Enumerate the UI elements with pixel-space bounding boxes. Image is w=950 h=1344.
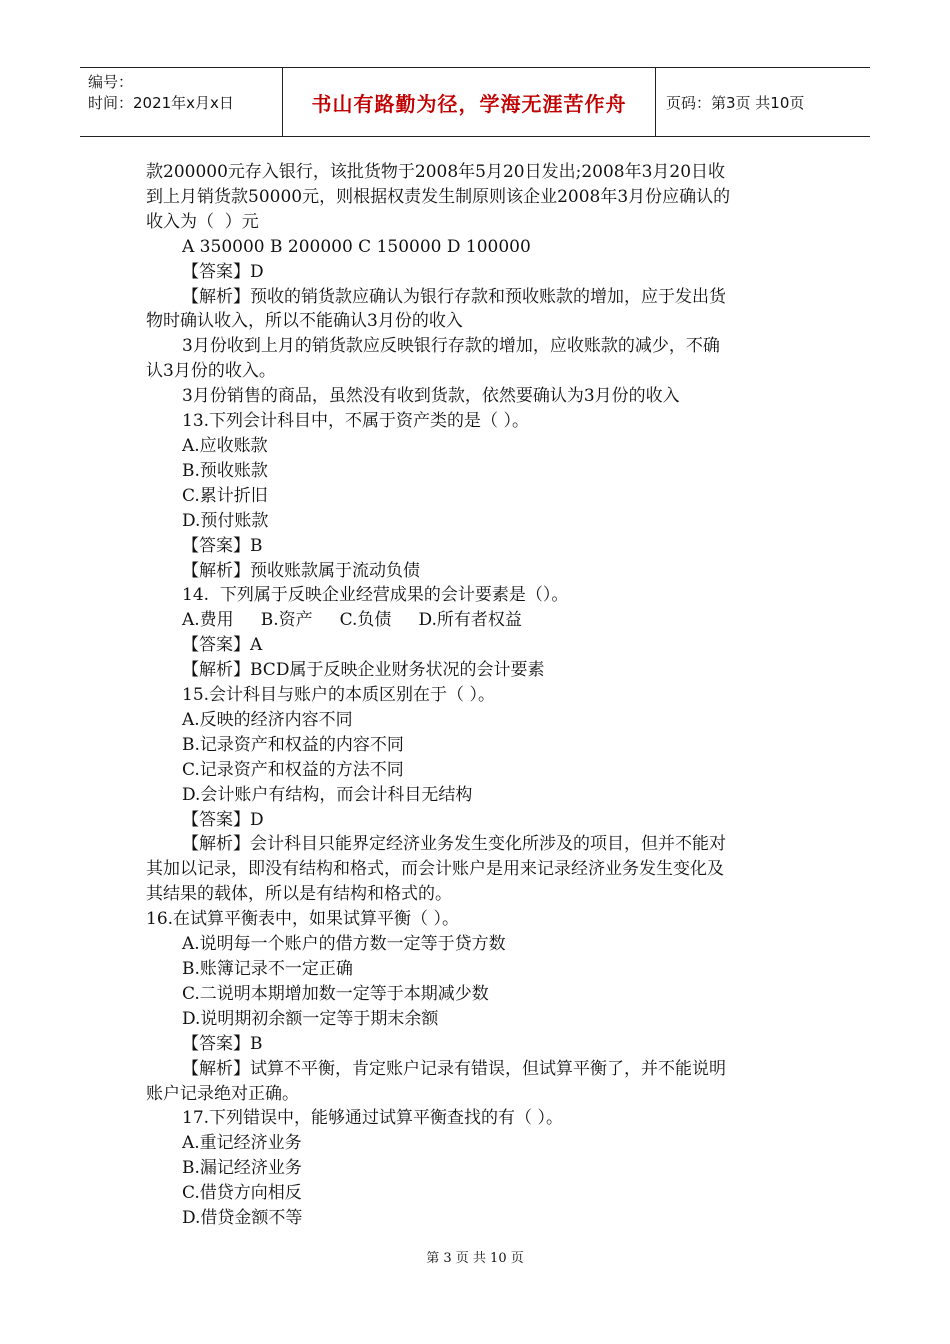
text-line: 【答案】B [182,535,263,556]
text-line: C.二说明本期增加数一定等于本期减少数 [182,983,489,1004]
header-page-cell [656,68,870,136]
text-line: 【答案】B [182,1033,263,1054]
text-line: 3月份销售的商品，虽然没有收到货款，依然要确认为3月份的收入 [182,386,680,407]
text-line: 16.在试算平衡表中，如果试算平衡（ ）。 [146,909,459,930]
text-line: B.账簿记录不一定正确 [182,959,353,979]
page-header [80,67,870,137]
text-line: D.会计账户有结构，而会计科目无结构 [182,784,473,805]
header-motto-cell [283,68,656,136]
text-line: 款200000元存入银行，该批货物于2008年5月20日发出;2008年3月20日收 [146,162,726,182]
text-line: 到上月销货款50000元，则根据权责发生制原则该企业2008年3月份应确认的 [146,186,731,207]
text-line: C.记录资产和权益的方法不同 [182,759,404,780]
text-line: 13.下列会计科目中，不属于资产类的是（ ）。 [182,411,529,432]
date-label: 时间：2021年x月x日 [88,94,234,112]
text-line: A 350000 B 200000 C 150000 D 100000 [182,236,531,257]
page-info: 页码：第3页 共10页 [666,93,805,112]
text-line: D.预付账款 [182,510,269,531]
text-line: A.重记经济业务 [182,1133,302,1154]
text-line: 3月份收到上月的销货款应反映银行存款的增加，应收账款的减少，不确 [182,336,720,357]
text-line: C.借贷方向相反 [182,1183,302,1204]
document-body [146,160,808,1231]
text-line: 【解析】预收账款属于流动负债 [182,560,420,581]
text-line: 14. 下列属于反映企业经营成果的会计要素是（）。 [182,585,569,606]
text-line: D.说明期初余额一定等于期末余额 [182,1008,439,1029]
text-line: 认3月份的收入。 [146,361,276,382]
text-line: 【解析】会计科目只能界定经济业务发生变化所涉及的项目，但并不能对 [182,834,726,855]
text-line: 【解析】预收的销货款应确认为银行存款和预收账款的增加，应于发出货 [182,286,726,307]
text-line: 【答案】D [182,809,264,830]
text-line: 账户记录绝对正确。 [146,1083,299,1104]
text-line: A.说明每一个账户的借方数一定等于贷方数 [182,934,506,955]
text-line: 【答案】D [182,261,264,282]
text-line: 【解析】BCD属于反映企业财务状况的会计要素 [182,660,545,681]
text-line: B.漏记经济业务 [182,1158,302,1179]
text-line: 17.下列错误中，能够通过试算平衡查找的有（ ）。 [182,1108,563,1129]
text-line: 【解析】试算不平衡，肯定账户记录有错误，但试算平衡了，并不能说明 [182,1058,726,1079]
header-meta [80,68,283,136]
text-line: 其结果的载体，所以是有结构和格式的。 [146,884,452,905]
motto-text: 书山有路勤为径，学海无涯苦作舟 [311,91,627,116]
text-line: B.预收账款 [182,460,268,481]
page-footer [0,1247,950,1266]
text-line: 15.会计科目与账户的本质区别在于（ ）。 [182,685,495,706]
text-line: 【答案】A [182,635,263,656]
text-line: C.累计折旧 [182,485,268,506]
text-line: 其加以记录，即没有结构和格式，而会计账户是用来记录经济业务发生变化及 [146,859,724,880]
text-line: D.借贷金额不等 [182,1208,303,1229]
text-line: B.记录资产和权益的内容不同 [182,734,404,755]
footer-page-number: 第 3 页 共 10 页 [426,1251,524,1266]
text-line: A.应收账款 [182,435,268,456]
text-line: 收入为（ ）元 [146,211,259,232]
text-line: A.费用 B.资产 C.负债 D.所有者权益 [182,610,522,631]
code-label: 编号： [88,73,134,91]
text-line: A.反映的经济内容不同 [182,709,353,730]
text-line: 物时确认收入，所以不能确认3月份的收入 [146,311,463,332]
